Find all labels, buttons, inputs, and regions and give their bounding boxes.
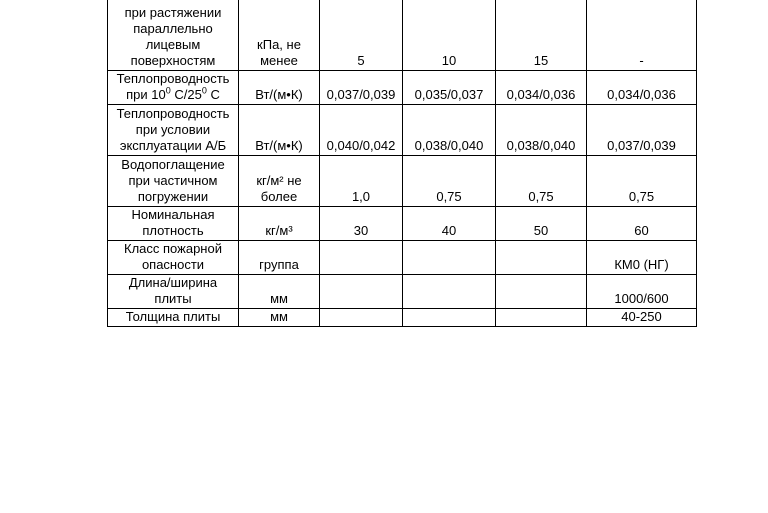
value-cell: 0,038/0,040: [496, 105, 587, 156]
property-name-cell: Класс пожарной опасности: [108, 241, 239, 275]
value-cell: 0,034/0,036: [496, 71, 587, 105]
value-cell: 0,038/0,040: [403, 105, 496, 156]
property-name-cell: Водопоглащение при частичном погружении: [108, 156, 239, 207]
value-cell: 40-250: [587, 309, 697, 327]
unit-cell: кг/м² не более: [239, 156, 320, 207]
value-cell: [320, 275, 403, 309]
value-cell: 60: [587, 207, 697, 241]
value-cell: [320, 241, 403, 275]
table-row: [108, 207, 697, 241]
property-name-cell: [108, 71, 239, 105]
table-row: [108, 275, 697, 309]
unit-cell: группа: [239, 241, 320, 275]
value-cell: 0,75: [587, 156, 697, 207]
property-name-cell: Длина/ширина плиты: [108, 275, 239, 309]
value-cell: [496, 241, 587, 275]
value-cell: 10: [403, 0, 496, 71]
value-cell: 50: [496, 207, 587, 241]
property-name-text: С/25: [170, 87, 202, 102]
table-row: [108, 105, 697, 156]
value-cell: 1000/600: [587, 275, 697, 309]
table-row: [108, 156, 697, 207]
value-cell: -: [587, 0, 697, 71]
unit-cell: мм: [239, 275, 320, 309]
value-cell: 15: [496, 0, 587, 71]
property-name-cell: при растяжении параллельно лицевым поверхностям: [108, 0, 239, 71]
superscript: 0: [201, 85, 207, 96]
value-cell: 0,75: [403, 156, 496, 207]
properties-table: [107, 0, 697, 327]
value-cell: 5: [320, 0, 403, 71]
value-cell: 1,0: [320, 156, 403, 207]
value-cell: 0,040/0,042: [320, 105, 403, 156]
unit-cell: кПа, не менее: [239, 0, 320, 71]
value-cell: [403, 309, 496, 327]
value-cell: КМ0 (НГ): [587, 241, 697, 275]
property-name-cell: Толщина плиты: [108, 309, 239, 327]
property-name-cell: Теплопроводность при условии эксплуатации А/Б: [108, 105, 239, 156]
property-name-line: Теплопроводность: [116, 71, 230, 86]
unit-cell: Вт/(м•К): [239, 105, 320, 156]
property-name-text: С: [206, 87, 220, 102]
value-cell: 0,035/0,037: [403, 71, 496, 105]
value-cell: [496, 309, 587, 327]
value-cell: [320, 309, 403, 327]
property-name-cell: Номинальная плотность: [108, 207, 239, 241]
table-row: [108, 71, 697, 105]
unit-cell: мм: [239, 309, 320, 327]
table-row: [108, 0, 697, 71]
value-cell: [403, 275, 496, 309]
value-cell: 0,75: [496, 156, 587, 207]
value-cell: [496, 275, 587, 309]
unit-cell: кг/м³: [239, 207, 320, 241]
value-cell: 0,037/0,039: [587, 105, 697, 156]
value-cell: 40: [403, 207, 496, 241]
value-cell: 30: [320, 207, 403, 241]
table-row: [108, 241, 697, 275]
value-cell: 0,034/0,036: [587, 71, 697, 105]
value-cell: [403, 241, 496, 275]
property-name-text: при 10: [126, 87, 166, 102]
table-row: [108, 309, 697, 327]
superscript: 0: [165, 85, 171, 96]
unit-cell: Вт/(м•К): [239, 71, 320, 105]
value-cell: 0,037/0,039: [320, 71, 403, 105]
